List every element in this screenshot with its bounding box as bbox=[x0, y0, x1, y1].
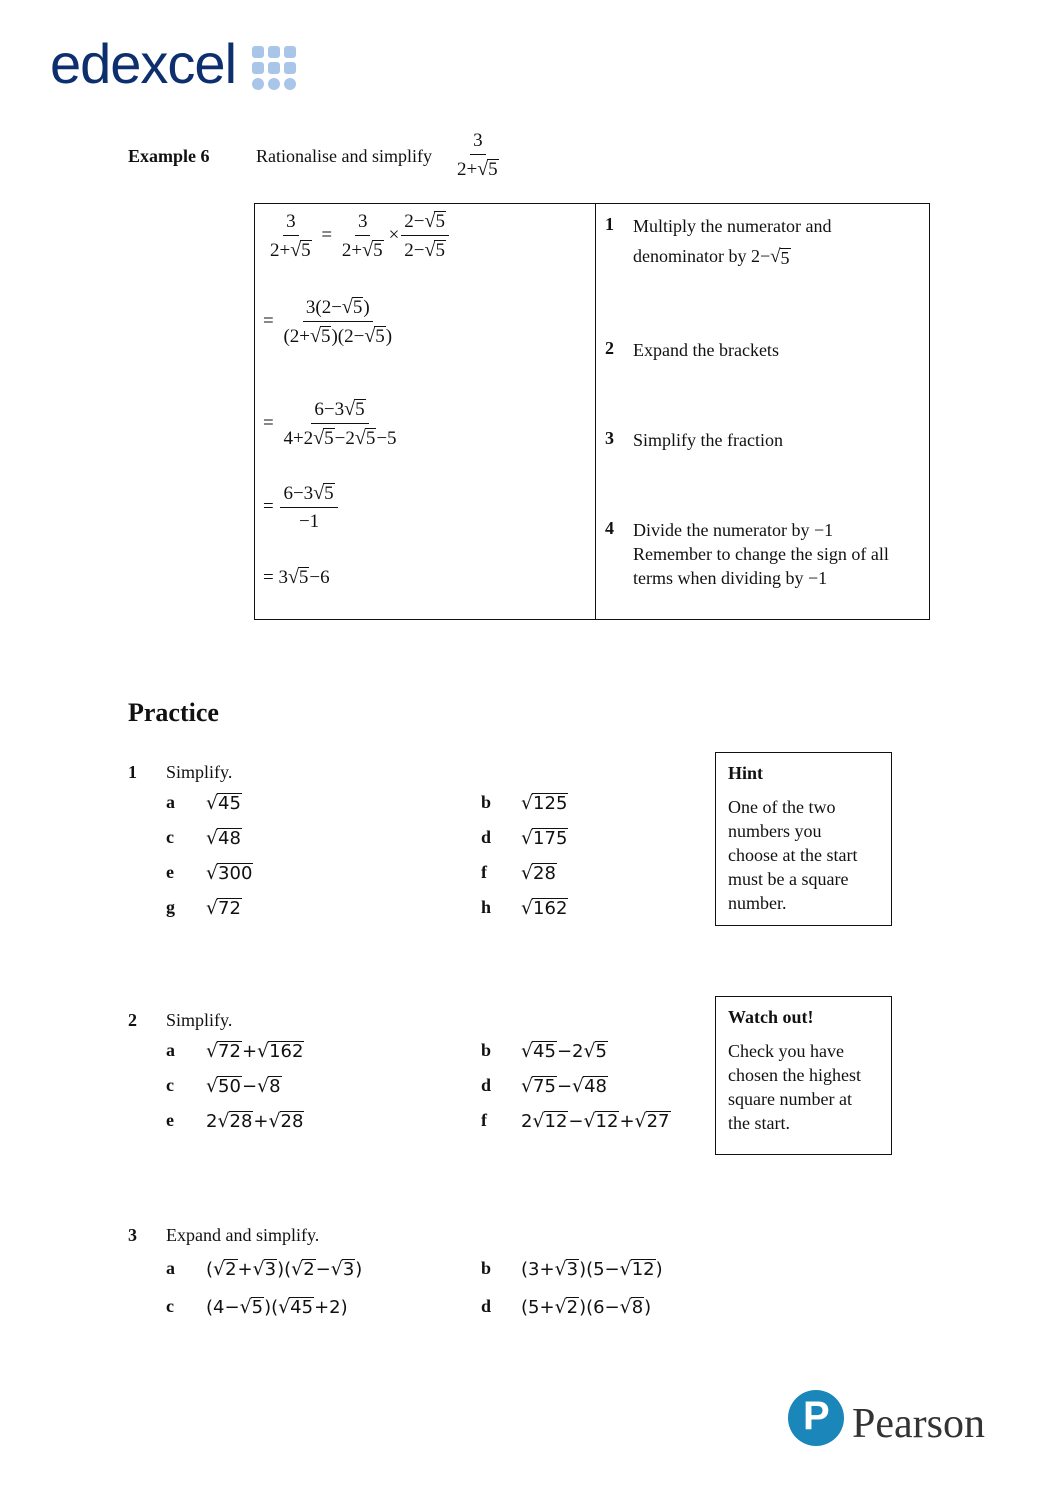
working-line-2: = 3(2− √ 5 ) (2+ √ 5 )(2− √ 5 ) bbox=[263, 296, 393, 348]
example-label: Example 6 bbox=[128, 146, 210, 166]
watch-out-line: the start. bbox=[728, 1113, 790, 1133]
watch-out-line: Check you have bbox=[728, 1041, 844, 1061]
edexcel-dots-icon bbox=[252, 46, 298, 90]
q2-item-c: c √ 50 − √ 8 bbox=[166, 1075, 281, 1098]
hint-box bbox=[715, 752, 892, 926]
q1-item-e: e √ 300 bbox=[166, 862, 253, 885]
pearson-logo-icon: P bbox=[788, 1390, 844, 1446]
question-3-number: 3 bbox=[128, 1225, 137, 1245]
practice-title: Practice bbox=[128, 698, 219, 727]
hint-line: number. bbox=[728, 893, 787, 913]
q1-item-c: c √ 48 bbox=[166, 827, 241, 850]
working-line-4: = 6−3 √ 5 −1 bbox=[263, 482, 340, 533]
edexcel-logo: edexcel bbox=[50, 32, 237, 95]
q1-item-d: d √ 175 bbox=[481, 827, 568, 850]
q1-item-f: f √ 28 bbox=[481, 862, 556, 885]
question-2-number: 2 bbox=[128, 1010, 137, 1030]
step-1: 1 Multiply the numerator and denominator by 2− √ 5 bbox=[605, 214, 832, 269]
question-2-text: Simplify. bbox=[166, 1010, 233, 1030]
watch-out-title: Watch out! bbox=[728, 1007, 814, 1027]
q3-item-a: a ( √ 2 + √ 3 )( √ 2 − √ 3 ) bbox=[166, 1258, 363, 1281]
hint-line: numbers you bbox=[728, 821, 822, 841]
q1-item-a: a √ 45 bbox=[166, 792, 241, 815]
q1-item-h: h √ 162 bbox=[481, 897, 568, 920]
q2-item-a: a √ 72 + √ 162 bbox=[166, 1040, 304, 1063]
watch-out-box bbox=[715, 996, 892, 1155]
hint-line: must be a square bbox=[728, 869, 849, 889]
working-line-1: 3 2+ √ 5 = 3 2+ √ 5 × 2− √ 5 2− √ 5 bbox=[265, 210, 451, 262]
watch-out-line: chosen the highest bbox=[728, 1065, 861, 1085]
worked-example-box bbox=[254, 203, 930, 620]
question-1-text: Simplify. bbox=[166, 762, 233, 782]
hint-title: Hint bbox=[728, 763, 764, 783]
step-3: 3 Simplify the fraction bbox=[605, 428, 783, 450]
q2-item-d: d √ 75 − √ 48 bbox=[481, 1075, 607, 1098]
q3-item-c: c (4− √ 5 )( √ 45 +2) bbox=[166, 1296, 348, 1319]
column-divider bbox=[595, 204, 596, 619]
question-1-number: 1 bbox=[128, 762, 137, 782]
example-instruction: Rationalise and simplify bbox=[256, 146, 432, 166]
working-line-5: = 3 √ 5 −6 bbox=[263, 566, 330, 589]
q2-item-e: e 2 √ 28 + √ 28 bbox=[166, 1110, 304, 1133]
example-expression: 3 2+ √ 5 bbox=[457, 130, 498, 181]
q2-item-f: f 2 √ 12 − √ 12 + √ 27 bbox=[481, 1110, 670, 1133]
working-line-3: = 6−3 √ 5 4+2 √ 5 −2 √ 5 −5 bbox=[263, 398, 397, 450]
q3-item-d: d (5+ √ 2 )(6− √ 8 ) bbox=[481, 1296, 652, 1319]
hint-line: One of the two bbox=[728, 797, 836, 817]
q2-item-b: b √ 45 −2 √ 5 bbox=[481, 1040, 607, 1063]
q3-item-b: b (3+ √ 3 )(5− √ 12 ) bbox=[481, 1258, 663, 1281]
step-2: 2 Expand the brackets bbox=[605, 338, 779, 360]
pearson-wordmark: Pearson bbox=[852, 1401, 985, 1447]
hint-line: choose at the start bbox=[728, 845, 858, 865]
question-3-text: Expand and simplify. bbox=[166, 1225, 320, 1245]
q1-item-g: g √ 72 bbox=[166, 897, 241, 920]
q1-item-b: b √ 125 bbox=[481, 792, 568, 815]
watch-out-line: square number at bbox=[728, 1089, 852, 1109]
step-4: 4 Divide the numerator by −1 Remember to change the sign of all terms when dividing by −1 bbox=[605, 518, 889, 588]
